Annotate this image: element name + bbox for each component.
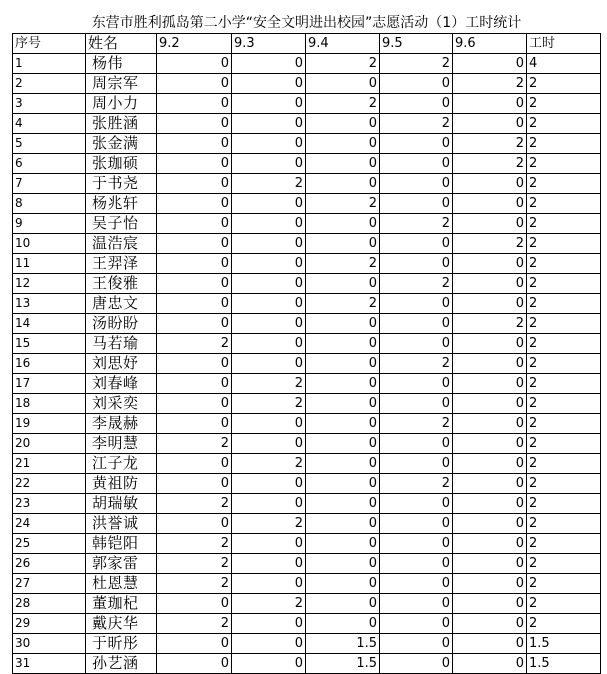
row-hours-cell: 0 bbox=[380, 654, 453, 674]
row-hours-cell: 0 bbox=[306, 554, 380, 574]
table-row bbox=[13, 454, 601, 474]
row-hours-cell: 0 bbox=[232, 534, 306, 554]
row-total-cell: 2 bbox=[527, 314, 601, 334]
row-total-cell: 2 bbox=[527, 394, 601, 414]
row-hours-cell: 0 bbox=[380, 534, 453, 554]
table-row bbox=[13, 474, 601, 494]
row-index-cell: 9 bbox=[13, 214, 86, 234]
row-index-cell: 3 bbox=[13, 94, 86, 114]
row-index-cell: 13 bbox=[13, 294, 86, 314]
row-index-cell: 26 bbox=[13, 554, 86, 574]
row-hours-cell: 0 bbox=[232, 54, 306, 74]
table-row bbox=[13, 574, 601, 594]
row-total-cell: 2 bbox=[527, 174, 601, 194]
table-row bbox=[13, 54, 601, 74]
row-hours-cell: 0 bbox=[380, 234, 453, 254]
row-hours-cell: 2 bbox=[232, 454, 306, 474]
row-hours-cell: 0 bbox=[453, 214, 527, 234]
row-total-cell: 2 bbox=[527, 254, 601, 274]
row-hours-cell: 0 bbox=[453, 394, 527, 414]
row-hours-cell: 0 bbox=[232, 294, 306, 314]
row-hours-cell: 0 bbox=[453, 94, 527, 114]
row-hours-cell: 2 bbox=[157, 534, 232, 554]
row-hours-cell: 0 bbox=[380, 134, 453, 154]
row-hours-cell: 0 bbox=[157, 594, 232, 614]
row-index-cell: 27 bbox=[13, 574, 86, 594]
row-hours-cell: 0 bbox=[380, 174, 453, 194]
row-total-cell: 2 bbox=[527, 594, 601, 614]
table-row bbox=[13, 94, 601, 114]
row-hours-cell: 2 bbox=[232, 594, 306, 614]
row-hours-cell: 0 bbox=[157, 514, 232, 534]
row-name-cell: 马若瑜 bbox=[86, 334, 157, 354]
row-index-cell: 21 bbox=[13, 454, 86, 474]
header-name: 姓名 bbox=[86, 34, 157, 54]
row-total-cell: 2 bbox=[527, 74, 601, 94]
row-hours-cell: 2 bbox=[157, 334, 232, 354]
table-row bbox=[13, 614, 601, 634]
row-name-cell: 董珈杞 bbox=[86, 594, 157, 614]
row-name-cell: 胡瑞敏 bbox=[86, 494, 157, 514]
row-hours-cell: 2 bbox=[232, 514, 306, 534]
row-hours-cell: 0 bbox=[306, 334, 380, 354]
table-row bbox=[13, 334, 601, 354]
row-index-cell: 15 bbox=[13, 334, 86, 354]
row-hours-cell: 0 bbox=[157, 134, 232, 154]
row-hours-cell: 0 bbox=[380, 94, 453, 114]
row-hours-cell: 0 bbox=[157, 654, 232, 674]
table-row bbox=[13, 214, 601, 234]
row-hours-cell: 0 bbox=[306, 594, 380, 614]
table-row bbox=[13, 274, 601, 294]
row-hours-cell: 0 bbox=[157, 94, 232, 114]
row-hours-cell: 0 bbox=[453, 494, 527, 514]
row-hours-cell: 0 bbox=[453, 54, 527, 74]
row-name-cell: 刘春峰 bbox=[86, 374, 157, 394]
row-hours-cell: 0 bbox=[453, 114, 527, 134]
row-hours-cell: 0 bbox=[380, 374, 453, 394]
row-hours-cell: 2 bbox=[157, 434, 232, 454]
row-index-cell: 17 bbox=[13, 374, 86, 394]
table-row bbox=[13, 634, 601, 654]
row-index-cell: 16 bbox=[13, 354, 86, 374]
header-date: 9.6 bbox=[453, 34, 527, 54]
row-hours-cell: 0 bbox=[306, 154, 380, 174]
row-hours-cell: 0 bbox=[453, 334, 527, 354]
row-index-cell: 2 bbox=[13, 74, 86, 94]
row-name-cell: 王俊雅 bbox=[86, 274, 157, 294]
row-hours-cell: 0 bbox=[232, 74, 306, 94]
row-hours-cell: 0 bbox=[306, 434, 380, 454]
row-index-cell: 31 bbox=[13, 654, 86, 674]
row-total-cell: 2 bbox=[527, 434, 601, 454]
row-total-cell: 2 bbox=[527, 214, 601, 234]
row-hours-cell: 0 bbox=[232, 154, 306, 174]
row-hours-cell: 0 bbox=[157, 174, 232, 194]
row-total-cell: 2 bbox=[527, 494, 601, 514]
row-name-cell: 杨兆轩 bbox=[86, 194, 157, 214]
row-total-cell: 2 bbox=[527, 194, 601, 214]
row-hours-cell: 0 bbox=[380, 514, 453, 534]
row-hours-cell: 0 bbox=[306, 574, 380, 594]
row-index-cell: 5 bbox=[13, 134, 86, 154]
row-hours-cell: 0 bbox=[157, 74, 232, 94]
row-hours-cell: 0 bbox=[232, 634, 306, 654]
row-name-cell: 戴庆华 bbox=[86, 614, 157, 634]
row-hours-cell: 0 bbox=[453, 474, 527, 494]
row-total-cell: 2 bbox=[527, 554, 601, 574]
row-name-cell: 李明慧 bbox=[86, 434, 157, 454]
row-hours-cell: 0 bbox=[157, 414, 232, 434]
row-hours-cell: 0 bbox=[306, 114, 380, 134]
row-hours-cell: 0 bbox=[232, 94, 306, 114]
row-hours-cell: 0 bbox=[453, 594, 527, 614]
row-name-cell: 刘思妤 bbox=[86, 354, 157, 374]
row-hours-cell: 0 bbox=[306, 74, 380, 94]
row-hours-cell: 0 bbox=[306, 494, 380, 514]
row-hours-cell: 0 bbox=[306, 274, 380, 294]
row-hours-cell: 2 bbox=[453, 234, 527, 254]
row-hours-cell: 2 bbox=[232, 174, 306, 194]
row-total-cell: 2 bbox=[527, 94, 601, 114]
row-hours-cell: 2 bbox=[380, 354, 453, 374]
row-name-cell: 张胜涵 bbox=[86, 114, 157, 134]
row-hours-cell: 0 bbox=[157, 294, 232, 314]
table-title: 东营市胜利孤岛第二小学“安全文明进出校园”志愿活动（1）工时统计 bbox=[13, 14, 601, 34]
row-hours-cell: 1.5 bbox=[306, 654, 380, 674]
row-total-cell: 2 bbox=[527, 134, 601, 154]
row-total-cell: 2 bbox=[527, 534, 601, 554]
row-hours-cell: 0 bbox=[232, 414, 306, 434]
row-hours-cell: 0 bbox=[232, 474, 306, 494]
row-hours-cell: 2 bbox=[306, 294, 380, 314]
row-hours-cell: 2 bbox=[380, 214, 453, 234]
table-row bbox=[13, 654, 601, 674]
row-hours-cell: 0 bbox=[157, 634, 232, 654]
row-hours-cell: 2 bbox=[380, 414, 453, 434]
row-name-cell: 李晟赫 bbox=[86, 414, 157, 434]
row-hours-cell: 2 bbox=[453, 74, 527, 94]
row-name-cell: 王羿泽 bbox=[86, 254, 157, 274]
row-hours-cell: 0 bbox=[232, 574, 306, 594]
row-index-cell: 20 bbox=[13, 434, 86, 454]
table-row bbox=[13, 174, 601, 194]
row-hours-cell: 2 bbox=[306, 254, 380, 274]
row-hours-cell: 0 bbox=[306, 214, 380, 234]
row-hours-cell: 0 bbox=[232, 214, 306, 234]
row-hours-cell: 0 bbox=[306, 354, 380, 374]
table-row bbox=[13, 254, 601, 274]
row-hours-cell: 0 bbox=[453, 374, 527, 394]
row-hours-cell: 0 bbox=[453, 654, 527, 674]
row-index-cell: 22 bbox=[13, 474, 86, 494]
row-total-cell: 2 bbox=[527, 374, 601, 394]
row-hours-cell: 0 bbox=[453, 254, 527, 274]
row-name-cell: 刘采奕 bbox=[86, 394, 157, 414]
table-row bbox=[13, 354, 601, 374]
table-row bbox=[13, 494, 601, 514]
work-hours-table bbox=[12, 14, 601, 674]
row-hours-cell: 0 bbox=[232, 114, 306, 134]
row-index-cell: 24 bbox=[13, 514, 86, 534]
row-hours-cell: 0 bbox=[157, 354, 232, 374]
row-hours-cell: 2 bbox=[453, 134, 527, 154]
row-index-cell: 23 bbox=[13, 494, 86, 514]
row-hours-cell: 0 bbox=[453, 534, 527, 554]
row-hours-cell: 0 bbox=[380, 614, 453, 634]
row-hours-cell: 0 bbox=[232, 234, 306, 254]
row-hours-cell: 0 bbox=[232, 354, 306, 374]
table-row bbox=[13, 554, 601, 574]
row-hours-cell: 0 bbox=[232, 314, 306, 334]
row-index-cell: 11 bbox=[13, 254, 86, 274]
row-name-cell: 张珈硕 bbox=[86, 154, 157, 174]
table-row bbox=[13, 314, 601, 334]
row-total-cell: 2 bbox=[527, 454, 601, 474]
row-name-cell: 于书尧 bbox=[86, 174, 157, 194]
header-row bbox=[13, 34, 601, 54]
row-hours-cell: 0 bbox=[380, 574, 453, 594]
row-name-cell: 温浩宸 bbox=[86, 234, 157, 254]
row-hours-cell: 0 bbox=[232, 614, 306, 634]
row-hours-cell: 0 bbox=[157, 254, 232, 274]
row-total-cell: 2 bbox=[527, 574, 601, 594]
table-row bbox=[13, 434, 601, 454]
header-date: 9.2 bbox=[157, 34, 232, 54]
header-date: 9.5 bbox=[380, 34, 453, 54]
row-name-cell: 黄祖防 bbox=[86, 474, 157, 494]
row-hours-cell: 0 bbox=[453, 354, 527, 374]
row-index-cell: 18 bbox=[13, 394, 86, 414]
row-total-cell: 2 bbox=[527, 114, 601, 134]
row-total-cell: 1.5 bbox=[527, 654, 601, 674]
row-hours-cell: 0 bbox=[157, 114, 232, 134]
row-total-cell: 2 bbox=[527, 414, 601, 434]
row-hours-cell: 2 bbox=[232, 374, 306, 394]
row-index-cell: 25 bbox=[13, 534, 86, 554]
row-index-cell: 6 bbox=[13, 154, 86, 174]
row-hours-cell: 2 bbox=[380, 274, 453, 294]
table-row bbox=[13, 594, 601, 614]
row-total-cell: 2 bbox=[527, 614, 601, 634]
row-hours-cell: 0 bbox=[380, 254, 453, 274]
row-hours-cell: 2 bbox=[306, 194, 380, 214]
row-name-cell: 吴子怡 bbox=[86, 214, 157, 234]
row-name-cell: 洪誉诚 bbox=[86, 514, 157, 534]
row-hours-cell: 0 bbox=[232, 434, 306, 454]
row-total-cell: 4 bbox=[527, 54, 601, 74]
row-hours-cell: 0 bbox=[157, 374, 232, 394]
row-name-cell: 韩铠阳 bbox=[86, 534, 157, 554]
row-hours-cell: 0 bbox=[380, 334, 453, 354]
row-hours-cell: 0 bbox=[157, 274, 232, 294]
row-hours-cell: 0 bbox=[453, 294, 527, 314]
row-total-cell: 2 bbox=[527, 354, 601, 374]
row-index-cell: 28 bbox=[13, 594, 86, 614]
table-row bbox=[13, 114, 601, 134]
row-hours-cell: 0 bbox=[453, 554, 527, 574]
header-index: 序号 bbox=[13, 34, 86, 54]
row-hours-cell: 0 bbox=[157, 234, 232, 254]
row-hours-cell: 0 bbox=[380, 314, 453, 334]
row-hours-cell: 0 bbox=[232, 334, 306, 354]
row-hours-cell: 0 bbox=[157, 214, 232, 234]
row-hours-cell: 0 bbox=[157, 314, 232, 334]
row-hours-cell: 0 bbox=[453, 434, 527, 454]
table-row bbox=[13, 234, 601, 254]
row-hours-cell: 0 bbox=[380, 494, 453, 514]
row-hours-cell: 0 bbox=[453, 634, 527, 654]
header-date: 9.3 bbox=[232, 34, 306, 54]
row-hours-cell: 0 bbox=[232, 274, 306, 294]
row-index-cell: 12 bbox=[13, 274, 86, 294]
row-index-cell: 4 bbox=[13, 114, 86, 134]
row-hours-cell: 0 bbox=[306, 314, 380, 334]
table-row bbox=[13, 194, 601, 214]
row-total-cell: 2 bbox=[527, 334, 601, 354]
table-row bbox=[13, 374, 601, 394]
table-row bbox=[13, 74, 601, 94]
row-hours-cell: 1.5 bbox=[306, 634, 380, 654]
header-total: 工时 bbox=[527, 34, 601, 54]
row-hours-cell: 0 bbox=[232, 494, 306, 514]
row-hours-cell: 0 bbox=[380, 154, 453, 174]
row-index-cell: 19 bbox=[13, 414, 86, 434]
row-total-cell: 2 bbox=[527, 514, 601, 534]
row-hours-cell: 0 bbox=[453, 614, 527, 634]
table-row bbox=[13, 154, 601, 174]
row-hours-cell: 2 bbox=[157, 614, 232, 634]
row-hours-cell: 2 bbox=[157, 494, 232, 514]
row-hours-cell: 0 bbox=[380, 634, 453, 654]
row-total-cell: 2 bbox=[527, 154, 601, 174]
row-hours-cell: 0 bbox=[380, 194, 453, 214]
row-hours-cell: 0 bbox=[306, 454, 380, 474]
row-hours-cell: 0 bbox=[232, 554, 306, 574]
row-hours-cell: 2 bbox=[157, 554, 232, 574]
row-hours-cell: 0 bbox=[157, 154, 232, 174]
row-hours-cell: 0 bbox=[232, 134, 306, 154]
row-hours-cell: 0 bbox=[306, 514, 380, 534]
row-index-cell: 1 bbox=[13, 54, 86, 74]
row-hours-cell: 2 bbox=[232, 394, 306, 414]
row-hours-cell: 0 bbox=[453, 514, 527, 534]
row-hours-cell: 2 bbox=[380, 474, 453, 494]
row-hours-cell: 0 bbox=[306, 414, 380, 434]
row-index-cell: 30 bbox=[13, 634, 86, 654]
row-total-cell: 2 bbox=[527, 234, 601, 254]
row-hours-cell: 0 bbox=[157, 54, 232, 74]
table-row bbox=[13, 294, 601, 314]
row-hours-cell: 0 bbox=[453, 194, 527, 214]
row-total-cell: 1.5 bbox=[527, 634, 601, 654]
row-hours-cell: 0 bbox=[306, 174, 380, 194]
row-name-cell: 孙艺涵 bbox=[86, 654, 157, 674]
row-name-cell: 杜恩慧 bbox=[86, 574, 157, 594]
row-hours-cell: 0 bbox=[453, 174, 527, 194]
title-row bbox=[13, 14, 601, 34]
row-name-cell: 汤盼盼 bbox=[86, 314, 157, 334]
row-hours-cell: 0 bbox=[453, 574, 527, 594]
table-row bbox=[13, 514, 601, 534]
row-hours-cell: 0 bbox=[380, 454, 453, 474]
row-hours-cell: 0 bbox=[306, 374, 380, 394]
row-name-cell: 周宗军 bbox=[86, 74, 157, 94]
row-hours-cell: 2 bbox=[380, 114, 453, 134]
row-name-cell: 周小力 bbox=[86, 94, 157, 114]
row-name-cell: 江子龙 bbox=[86, 454, 157, 474]
row-hours-cell: 2 bbox=[157, 574, 232, 594]
row-hours-cell: 0 bbox=[157, 394, 232, 414]
row-hours-cell: 0 bbox=[453, 454, 527, 474]
row-hours-cell: 0 bbox=[380, 294, 453, 314]
row-hours-cell: 0 bbox=[232, 654, 306, 674]
row-hours-cell: 2 bbox=[453, 154, 527, 174]
table-row bbox=[13, 394, 601, 414]
row-name-cell: 郭家雷 bbox=[86, 554, 157, 574]
row-name-cell: 张金满 bbox=[86, 134, 157, 154]
row-hours-cell: 0 bbox=[380, 394, 453, 414]
row-hours-cell: 0 bbox=[380, 74, 453, 94]
row-total-cell: 2 bbox=[527, 294, 601, 314]
row-name-cell: 唐忠文 bbox=[86, 294, 157, 314]
row-hours-cell: 0 bbox=[306, 394, 380, 414]
table-row bbox=[13, 134, 601, 154]
row-hours-cell: 0 bbox=[157, 454, 232, 474]
row-hours-cell: 0 bbox=[306, 614, 380, 634]
row-name-cell: 于昕彤 bbox=[86, 634, 157, 654]
row-hours-cell: 0 bbox=[306, 134, 380, 154]
row-index-cell: 14 bbox=[13, 314, 86, 334]
row-index-cell: 7 bbox=[13, 174, 86, 194]
row-hours-cell: 0 bbox=[306, 534, 380, 554]
row-total-cell: 2 bbox=[527, 474, 601, 494]
row-name-cell: 杨伟 bbox=[86, 54, 157, 74]
row-total-cell: 2 bbox=[527, 274, 601, 294]
row-hours-cell: 2 bbox=[306, 54, 380, 74]
row-hours-cell: 0 bbox=[380, 594, 453, 614]
table-row bbox=[13, 414, 601, 434]
row-hours-cell: 0 bbox=[157, 194, 232, 214]
row-hours-cell: 0 bbox=[380, 434, 453, 454]
table-row bbox=[13, 534, 601, 554]
row-index-cell: 10 bbox=[13, 234, 86, 254]
row-hours-cell: 0 bbox=[232, 194, 306, 214]
row-hours-cell: 2 bbox=[306, 94, 380, 114]
row-index-cell: 8 bbox=[13, 194, 86, 214]
row-hours-cell: 0 bbox=[157, 474, 232, 494]
header-date: 9.4 bbox=[306, 34, 380, 54]
row-hours-cell: 0 bbox=[306, 234, 380, 254]
row-hours-cell: 0 bbox=[453, 414, 527, 434]
row-hours-cell: 2 bbox=[453, 314, 527, 334]
row-hours-cell: 0 bbox=[453, 274, 527, 294]
row-hours-cell: 0 bbox=[232, 254, 306, 274]
row-hours-cell: 0 bbox=[380, 554, 453, 574]
row-index-cell: 29 bbox=[13, 614, 86, 634]
row-hours-cell: 0 bbox=[306, 474, 380, 494]
row-hours-cell: 2 bbox=[380, 54, 453, 74]
